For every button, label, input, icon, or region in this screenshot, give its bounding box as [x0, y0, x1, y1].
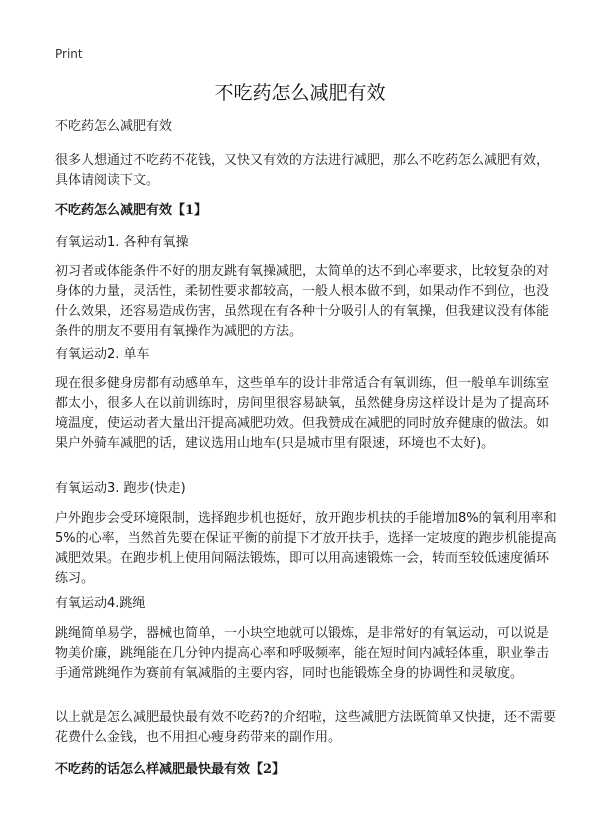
item-heading-4: 有氧运动4.跳绳 — [55, 596, 146, 611]
item-heading-3: 有氧运动3. 跑步(快走) — [55, 481, 186, 496]
item-heading-1: 有氧运动1. 各种有氧操 — [55, 235, 189, 250]
item-heading-2: 有氧运动2. 单车 — [55, 347, 150, 362]
conclusion-paragraph: 以上就是怎么减肥最快最有效不吃药?的介绍啦，这些减肥方法既简单又快捷，还不需要花费什么金钱，也不用担心瘦身药带来的副作用。 — [55, 710, 556, 745]
item-body-2: 现在很多健身房都有动感单车，这些单车的设计非常适合有氧训练，但一般单车训练室都太小，很多人在以前训练时，房间里很容易缺氧，虽然健身房这样设计是为了提高环境温度，使运动者大量出汗提高减肥功效。但我赞成在减肥的同时放弃健康的做法。如果户外骑车减肥的话，建议选用山地车(只是城市里有限速，环境也不太好)。 — [55, 376, 550, 451]
article-subtitle: 不吃药怎么减肥有效 — [55, 119, 173, 134]
intro-paragraph: 很多人想通过不吃药不花钱，又快又有效的方法进行减肥，那么不吃药怎么减肥有效，具体请阅读下文。 — [55, 153, 550, 188]
item-body-4: 跳绳简单易学，器械也简单，一小块空地就可以锻炼，是非常好的有氧运动，可以说是物美价廉，跳绳能在几分钟内提高心率和呼吸频率，能在短时间内减轻体重，职业拳击手通常跳绳作为赛前有氧减脂的主要内容，同时也能锻炼全身的协调性和灵敏度。 — [55, 626, 550, 681]
item-body-3: 户外跑步会受环境限制，选择跑步机也挺好，放开跑步机扶的手能增加8%的氧利用率和5%的心率，当然首先要在保证平衡的前提下才放开扶手，选择一定坡度的跑步机能提高减肥效果。在跑步机上使用间隔法锻炼，即可以用高速锻炼一会，转而至较低速度循环练习。 — [55, 511, 557, 586]
page-title: 不吃药怎么减肥有效 — [214, 82, 386, 104]
item-body-1: 初习者或体能条件不好的朋友跳有氧操减肥，太简单的达不到心率要求，比较复杂的对身体的力量，灵活性，柔韧性要求都较高，一般人根本做不到，如果动作不到位，也没什么效果，还容易造成伤害，虽然现在有各种十分吸引人的有氧操，但我建议没有体能条件的朋友不要用有氧操作为减肥的方法。 — [55, 264, 550, 339]
section-heading-2: 不吃药的话怎么样减肥最快最有效【2】 — [55, 762, 286, 777]
section-heading-1: 不吃药怎么减肥有效【1】 — [55, 203, 208, 218]
print-link[interactable]: Print — [55, 47, 83, 61]
